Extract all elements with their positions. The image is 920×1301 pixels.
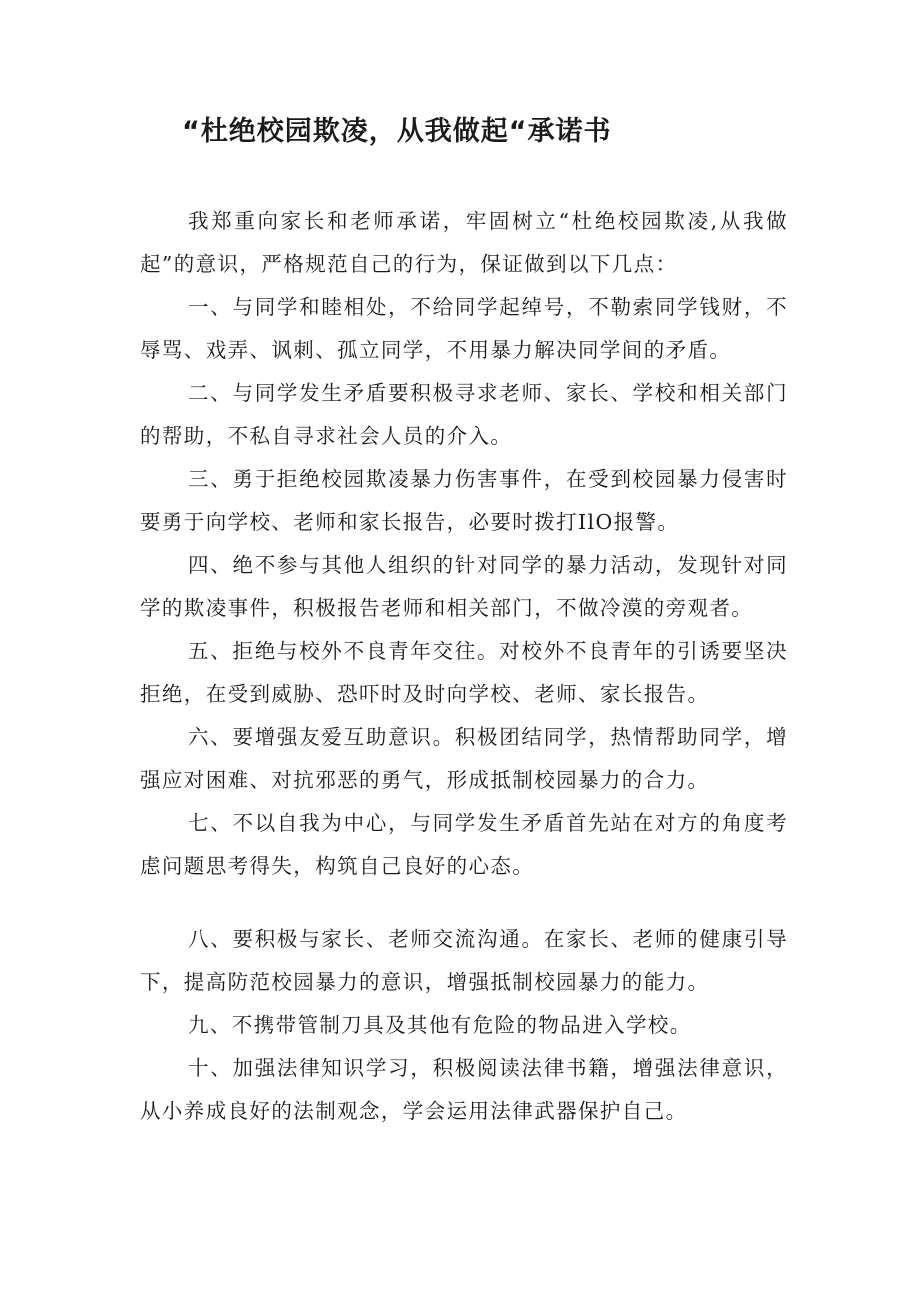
pledge-item-8: 八、要积极与家长、老师交流沟通。在家长、老师的健康引导下，提高防范校园暴力的意识，增强抵制校园暴力的能力。 — [140, 927, 788, 994]
pledge-item-2: 二、与同学发生矛盾要积极寻求老师、家长、学校和相关部门的帮助，不私自寻求社会人员的介入。 — [140, 381, 788, 448]
pledge-item-3: 三、勇于拒绝校园欺凌暴力伤害事件，在受到校园暴力侵害时要勇于向学校、老师和家长报告，必要时拨打IlO报警。 — [140, 467, 788, 534]
pledge-item-5: 五、拒绝与校外不良青年交往。对校外不良青年的引诱要坚决拒绝，在受到威胁、恐吓时及时向学校、老师、家长报告。 — [140, 639, 788, 706]
pledge-item-9: 九、不携带管制刀具及其他有危险的物品进入学校。 — [188, 1013, 692, 1037]
pledge-item-6: 六、要增强友爱互助意识。积极团结同学，热情帮助同学，增强应对困难、对抗邪恶的勇气，形成抵制校园暴力的合力。 — [140, 725, 788, 792]
pledge-item-7: 七、不以自我为中心，与同学发生矛盾首先站在对方的角度考虑问题思考得失，构筑自己良好的心态。 — [140, 811, 788, 878]
pledge-item-4: 四、绝不参与其他人组织的针对同学的暴力活动，发现针对同学的欺凌事件，积极报告老师和相关部门，不做冷漠的旁观者。 — [140, 553, 788, 620]
intro-paragraph: 我郑重向家长和老师承诺，牢固树立“杜绝校园欺凌,从我做起”的意识，严格规范自己的行为，保证做到以下几点： — [140, 209, 788, 276]
pledge-item-10: 十、加强法律知识学习，积极阅读法律书籍，增强法律意识，从小养成良好的法制观念，学会运用法律武器保护自己。 — [140, 1056, 788, 1123]
pledge-item-1: 一、与同学和睦相处，不给同学起绰号，不勒索同学钱财，不辱骂、戏弄、讽刺、孤立同学，不用暴力解决同学间的矛盾。 — [140, 295, 788, 362]
document-title: “杜绝校园欺凌，从我做起“承诺书 — [182, 116, 612, 147]
